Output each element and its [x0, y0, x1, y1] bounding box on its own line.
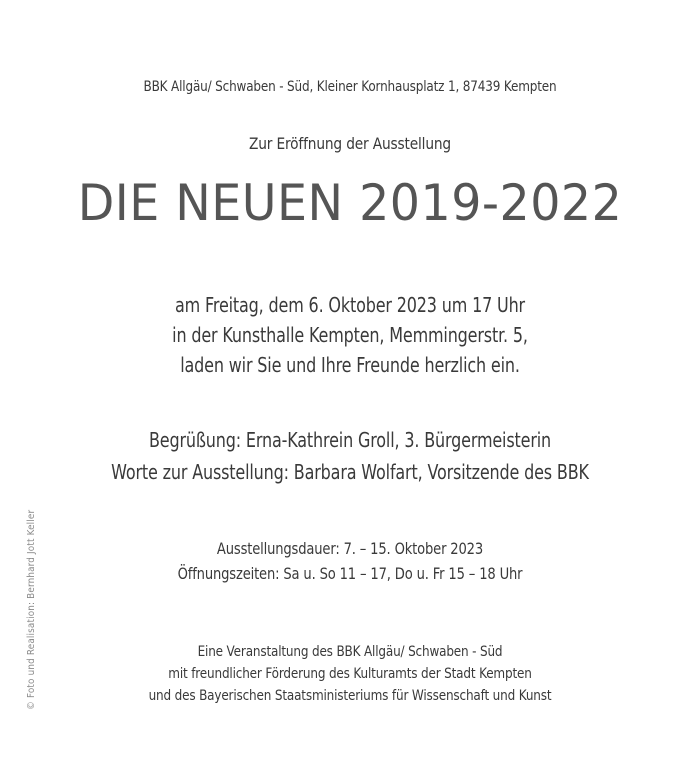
footer-support-line: mit freundlicher Förderung des Kulturamts der Stadt Kempten — [168, 666, 532, 682]
intro-text: Zur Eröffnung der Ausstellung — [248, 134, 451, 153]
photo-credit: © Foto und Realisation: Bernhard Jott Keller — [26, 509, 37, 710]
exhibition-title: DIE NEUEN 2019-2022 — [77, 174, 623, 232]
invitation-welcome-line: laden wir Sie und Ihre Freunde herzlich ein. — [180, 353, 520, 377]
footer-organizer-line: Eine Veranstaltung des BBK Allgäu/ Schwaben - Süd — [197, 644, 503, 660]
speakers-block — [70, 424, 630, 488]
welcome-speaker: Begrüßung: Erna-Kathrein Groll, 3. Bürgermeisterin — [148, 428, 552, 452]
opening-hours: Öffnungszeiten: Sa u. So 11 – 17, Do u. Fr 15 – 18 Uhr — [177, 564, 523, 583]
exhibition-speaker: Worte zur Ausstellung: Barbara Wolfart, Vorsitzende des BBK — [111, 460, 589, 484]
invitation-date-line: am Freitag, dem 6. Oktober 2023 um 17 Uhr — [175, 293, 525, 317]
invitation-venue-line: in der Kunsthalle Kempten, Memmingerstr. 5, — [172, 323, 528, 347]
exhibition-info-block — [63, 536, 637, 586]
exhibition-duration: Ausstellungsdauer: 7. – 15. Oktober 2023 — [216, 539, 484, 558]
footer-ministry-line: und des Bayerischen Staatsministeriums für Wissenschaft und Kunst — [148, 688, 552, 704]
organizer-address: BBK Allgäu/ Schwaben - Süd, Kleiner Kornhausplatz 1, 87439 Kempten — [143, 79, 557, 95]
footer-block — [49, 641, 651, 707]
invitation-block — [70, 290, 630, 380]
